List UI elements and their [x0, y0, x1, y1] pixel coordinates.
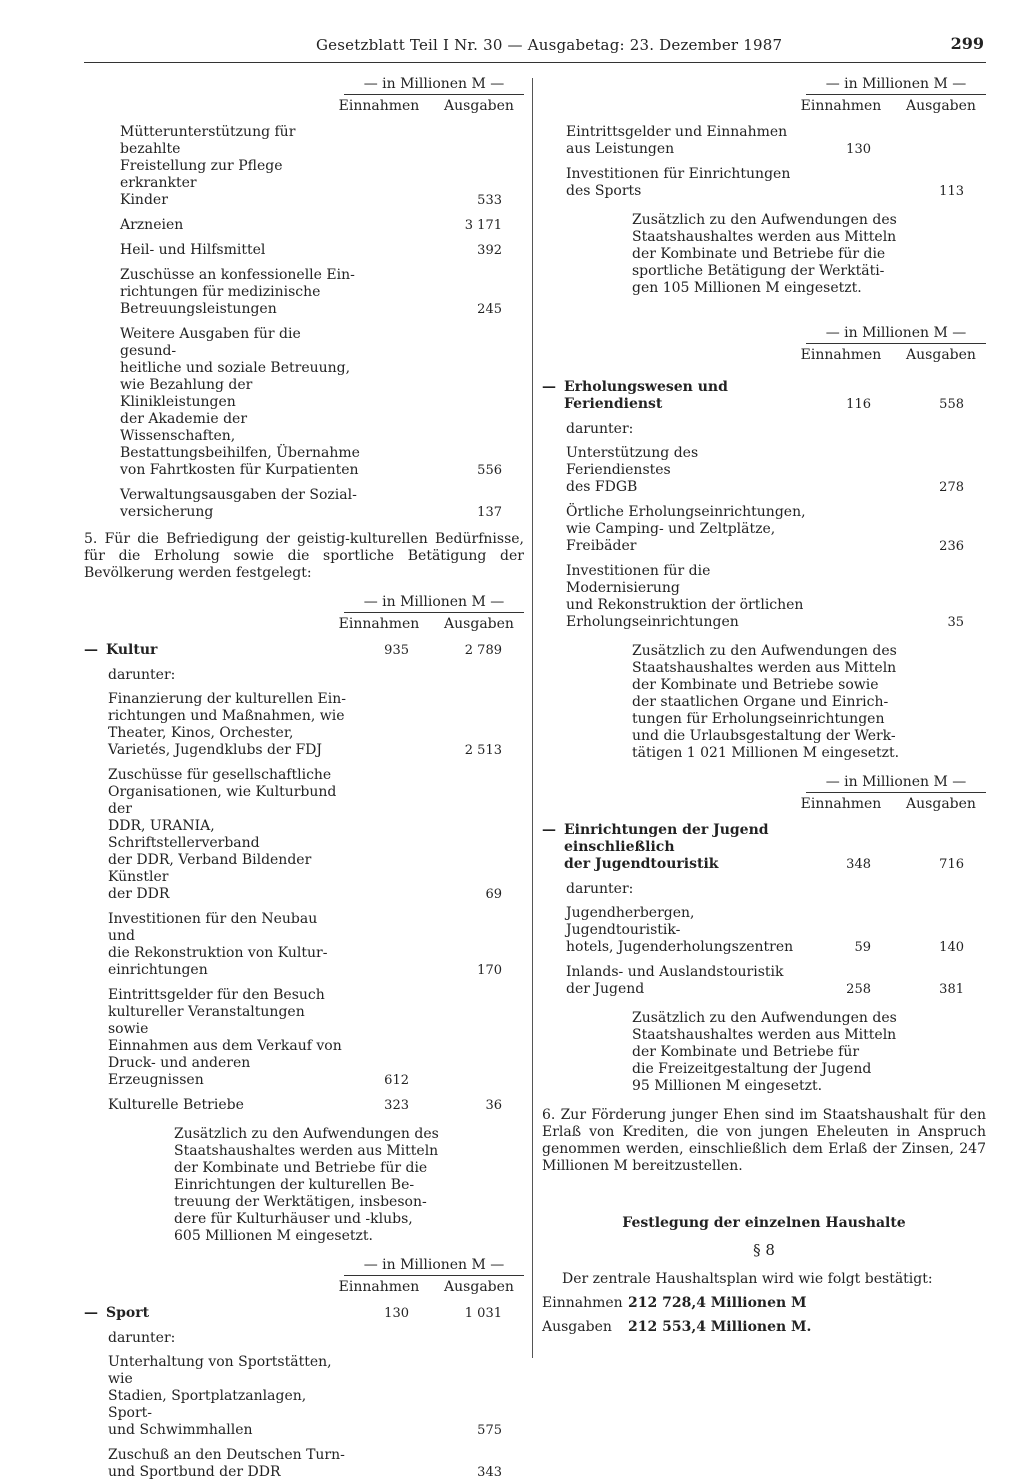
column-divider [532, 78, 533, 1358]
expense-header: Ausgaben [444, 616, 514, 632]
table-row [542, 445, 986, 496]
erholung-title: Erholungswesen und Feriendienst [564, 379, 728, 412]
table-row [542, 563, 986, 631]
page-header [84, 34, 986, 63]
erholung-row: — Erholungswesen und Feriendienst 116 558 [542, 379, 964, 412]
table-row [84, 487, 524, 521]
sport-expense: 1 031 [464, 1306, 502, 1321]
table-row [84, 326, 524, 479]
row-expense: 533 [477, 193, 502, 208]
table-header [84, 594, 524, 636]
erholung-expense: 558 [939, 397, 964, 412]
table-row [84, 911, 524, 979]
jugend-row: — Einrichtungen der Jugend einschließlich der Jugendtouristik 348 716 [542, 822, 964, 872]
einnahmen-line [542, 1295, 986, 1311]
table-header [542, 76, 986, 118]
row-label: Örtliche Erholungseinrichtungen, wie Camping- und Zeltplätze, Freibäder [566, 504, 806, 554]
expense-header: Ausgaben [906, 796, 976, 812]
row-expense: 2 513 [464, 743, 502, 758]
table-row [84, 691, 524, 759]
table-row [84, 124, 524, 209]
expense-header: Ausgaben [906, 347, 976, 363]
darunter-label: darunter: [108, 1330, 176, 1346]
unit-label: — in Millionen M — [806, 325, 986, 344]
kultur-expense: 2 789 [464, 643, 502, 658]
table-row [84, 217, 524, 234]
table-row [542, 905, 986, 956]
sport-title: Sport [106, 1305, 150, 1321]
erholung-income: 116 [846, 397, 871, 412]
section-title: Festlegung der einzelnen Haushalte [622, 1215, 906, 1231]
income-header: Einnahmen [338, 98, 420, 114]
row-expense: 140 [939, 940, 964, 955]
row-label: Unterhaltung von Sportstätten, wie Stadien, Sportplatzanlagen, Sport- und Schwimmhallen [108, 1354, 332, 1438]
row-expense: 245 [477, 302, 502, 317]
table-header [84, 1257, 524, 1299]
left-column [84, 76, 524, 1480]
kultur-note: Zusätzlich zu den Aufwendungen des Staatshaushaltes werden aus Mitteln der Kombinate und Betriebe für die Einrichtungen der kulturellen Be- treuung der Werktätigen, insbeson- dere für Kulturhäuser und -klubs, 605 Millionen M eingesetzt. [174, 1126, 439, 1244]
right-column [542, 76, 986, 1356]
jugend-expense: 716 [939, 857, 964, 872]
row-label: Zuschüsse an konfessionelle Ein- richtungen für medizinische Betreuungsleistungen [120, 267, 355, 317]
row-label: Heil- und Hilfsmittel [120, 242, 266, 258]
table-row [84, 1354, 524, 1439]
row-expense: 278 [939, 480, 964, 495]
section-number: § 8 [753, 1241, 775, 1259]
expense-header: Ausgaben [444, 98, 514, 114]
expense-header: Ausgaben [906, 98, 976, 114]
table-row [542, 166, 986, 200]
erholung-note: Zusätzlich zu den Aufwendungen des Staatshaushaltes werden aus Mitteln der Kombinate und Betriebe sowie der staatlichen Organe und Einrich- tungen für Erholungseinrichtungen und die Urlaubsgestaltung der Werk- tätigen 1 021 Millionen M eingesetzt. [632, 643, 900, 761]
row-label: Kulturelle Betriebe [108, 1097, 244, 1113]
income-header: Einnahmen [800, 796, 882, 812]
income-header: Einnahmen [338, 1279, 420, 1295]
row-label: Finanzierung der kulturellen Ein- richtungen und Maßnahmen, wie Theater, Kinos, Orchester, Varietés, Jugendklubs der FDJ [108, 691, 346, 758]
darunter-label: darunter: [108, 667, 176, 683]
row-expense: 170 [477, 963, 502, 978]
table-row [84, 987, 524, 1089]
jugend-note: Zusätzlich zu den Aufwendungen des Staatshaushaltes werden aus Mitteln der Kombinate und Betriebe für die Freizeitgestaltung der Jugend 95 Millionen M eingesetzt. [632, 1010, 897, 1094]
row-income: 59 [854, 940, 871, 955]
table-row [84, 267, 524, 318]
row-income: 258 [846, 982, 871, 997]
table-row [84, 1097, 524, 1114]
row-expense: 137 [477, 505, 502, 520]
header-title: Gesetzblatt Teil I Nr. 30 — Ausgabetag: 23. Dezember 1987 [316, 36, 783, 54]
row-expense: 392 [477, 243, 502, 258]
row-label: Unterstützung des Feriendienstes des FDGB [566, 445, 699, 495]
paragraph-5: 5. Für die Befriedigung der geistig-kulturellen Bedürfnisse, für die Erholung sowie die sportliche Betätigung der Bevölkerung werden festgelegt: [84, 531, 524, 581]
table-row [84, 242, 524, 259]
row-label: Inlands- und Auslandstouristik der Jugend [566, 964, 784, 997]
einnahmen-value: 212 728,4 Millionen M [628, 1295, 807, 1311]
row-label: Zuschuß an den Deutschen Turn- und Sportbund der DDR [108, 1447, 345, 1480]
row-expense: 69 [485, 887, 502, 902]
expense-header: Ausgaben [444, 1279, 514, 1295]
row-label: Eintrittsgelder und Einnahmen aus Leistungen [566, 124, 788, 157]
row-expense: 36 [485, 1098, 502, 1113]
paragraph-6: 6. Zur Förderung junger Ehen sind im Staatshaushalt für den Erlaß von Krediten, die von jungen Eheleuten in Anspruch genommen werden, einschließlich dem Erlaß der Zinsen, 247 Millionen M bereitzustellen. [542, 1107, 986, 1174]
table-header [542, 325, 986, 367]
row-expense: 236 [939, 539, 964, 554]
row-expense: 556 [477, 463, 502, 478]
jugend-title: Einrichtungen der Jugend einschließlich der Jugendtouristik [564, 822, 769, 872]
row-label: Weitere Ausgaben für die gesund- heitliche und soziale Betreuung, wie Bezahlung der Klinikleistungen der Akademie der Wissenschaften, Bestattungsbeihilfen, Übernahme von Fahrtkosten für Kurpatienten [120, 326, 360, 478]
unit-label: — in Millionen M — [344, 594, 524, 613]
table-row [542, 504, 986, 555]
income-header: Einnahmen [800, 347, 882, 363]
table-row [84, 1447, 524, 1481]
row-expense: 35 [947, 615, 964, 630]
einnahmen-label: Einnahmen [542, 1295, 623, 1311]
row-expense: 575 [477, 1423, 502, 1438]
row-income: 612 [384, 1073, 409, 1088]
row-expense: 343 [477, 1465, 502, 1480]
row-label: Arzneien [120, 217, 184, 233]
sport-income: 130 [384, 1306, 409, 1321]
unit-label: — in Millionen M — [344, 76, 524, 95]
row-label: Investitionen für die Modernisierung und Rekonstruktion der örtlichen Erholungseinrichtungen [566, 563, 804, 630]
kultur-row: — Kultur 935 2 789 [84, 642, 502, 658]
row-label: Investitionen für Einrichtungen des Sports [566, 166, 791, 199]
row-income: 323 [384, 1098, 409, 1113]
table-row [542, 124, 986, 158]
row-expense: 381 [939, 982, 964, 997]
row-label: Verwaltungsausgaben der Sozial- versicherung [120, 487, 357, 520]
row-label: Zuschüsse für gesellschaftliche Organisationen, wie Kulturbund der DDR, URANIA, Schriftstellerverband der DDR, Verband Bildender Künstler der DDR [108, 767, 337, 902]
unit-label: — in Millionen M — [344, 1257, 524, 1276]
jugend-income: 348 [846, 857, 871, 872]
row-label: Eintrittsgelder für den Besuch kultureller Veranstaltungen sowie Einnahmen aus dem Verkauf von Druck- und anderen Erzeugnissen [108, 987, 342, 1088]
darunter-label: darunter: [566, 881, 634, 897]
row-expense: 3 171 [464, 218, 502, 233]
table-header [542, 774, 986, 816]
sport-row: — Sport 130 1 031 [84, 1305, 502, 1321]
sport-note: Zusätzlich zu den Aufwendungen des Staatshaushaltes werden aus Mitteln der Kombinate und Betriebe für die sportliche Betätigung der Werktäti- gen 105 Millionen M eingesetzt. [632, 212, 897, 296]
table-header [84, 76, 524, 118]
ausgaben-label: Ausgaben [542, 1319, 612, 1335]
row-income: 130 [846, 142, 871, 157]
table-row [542, 964, 986, 998]
income-header: Einnahmen [800, 98, 882, 114]
income-header: Einnahmen [338, 616, 420, 632]
ausgaben-line [542, 1319, 986, 1335]
kultur-title: Kultur [106, 642, 158, 658]
table-row [84, 767, 524, 903]
kultur-income: 935 [384, 643, 409, 658]
ausgaben-value: 212 553,4 Millionen M. [628, 1319, 812, 1335]
unit-label: — in Millionen M — [806, 774, 986, 793]
plan-text: Der zentrale Haushaltsplan wird wie folgt bestätigt: [562, 1271, 933, 1287]
darunter-label: darunter: [566, 421, 634, 437]
unit-label: — in Millionen M — [806, 76, 986, 95]
row-label: Mütterunterstützung für bezahlte Freistellung zur Pflege erkrankter Kinder [120, 124, 296, 208]
page-number: 299 [950, 34, 984, 53]
row-label: Investitionen für den Neubau und die Rekonstruktion von Kultur- einrichtungen [108, 911, 328, 978]
row-label: Jugendherbergen, Jugendtouristik- hotels, Jugenderholungszentren [566, 905, 794, 955]
row-expense: 113 [939, 184, 964, 199]
